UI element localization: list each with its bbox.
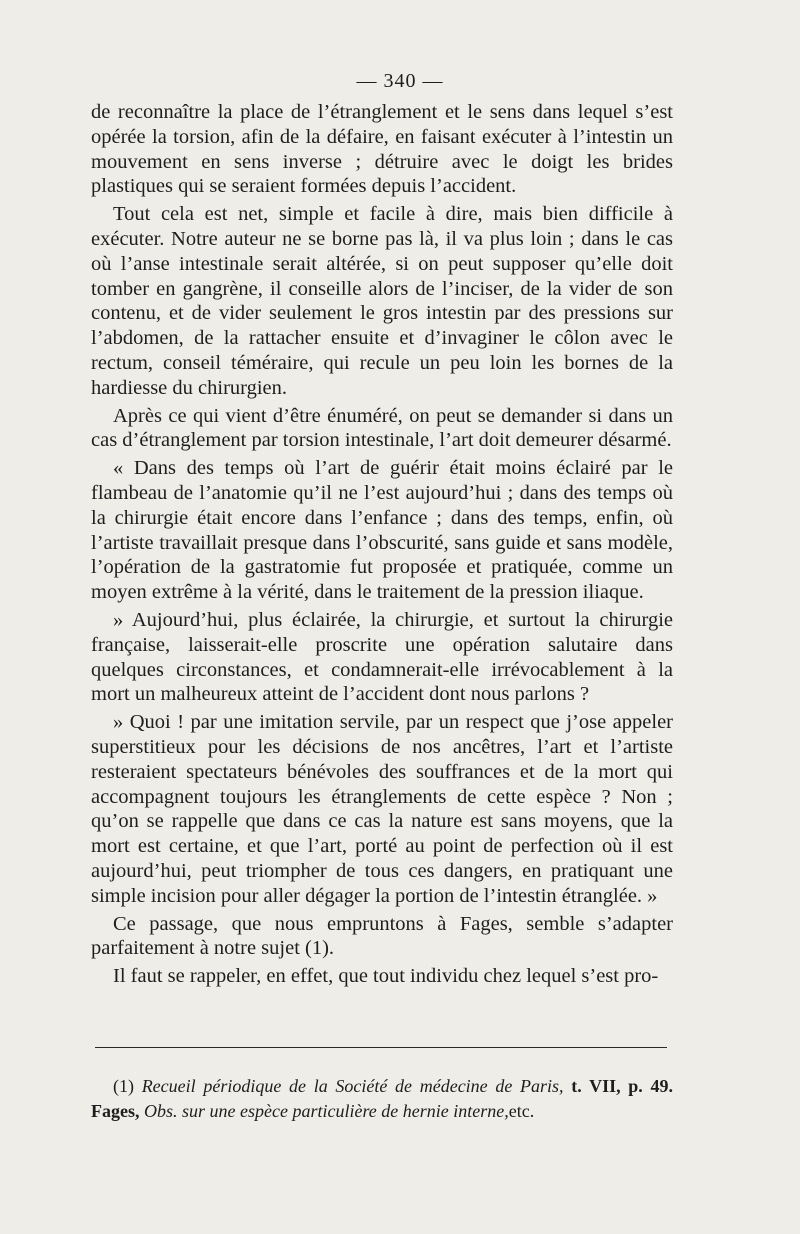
footnote-page-ref: p. 49.	[628, 1076, 673, 1096]
footnote-etc: etc.	[508, 1101, 535, 1121]
paragraph: Ce passage, que nous empruntons à Fages, semble s’adapter parfaitement à notre sujet (1).	[91, 912, 673, 960]
footnote-source-title: Recueil périodique de la Société de médecine de Paris,	[141, 1076, 564, 1096]
footnote-divider	[95, 1047, 667, 1048]
footnote-author: Fages,	[91, 1101, 140, 1121]
body-text	[91, 100, 673, 989]
quote-paragraph: » Aujourd’hui, plus éclairée, la chirurgie, et surtout la chirurgie française, laisserait-elle proscrite une opération salutaire dans quelques circonstances, et condamnerait-elle irrévocablement à la mort un malheureux atteint de l’accident dont nous parlons ?	[91, 608, 673, 706]
footnote	[91, 1074, 673, 1124]
quote-paragraph: « Dans des temps où l’art de guérir était moins éclairé par le flambeau de l’anatomie qu’il ne l’est aujourd’hui ; dans des temps où la chirurgie était encore dans l’enfance ; dans des temps, enfin, où l’artiste travaillait presque dans l’obscurité, sans guide et sans modèle, l’opération de la gastratomie fut proposée et pratiquée, comme un moyen extrême à la vérité, dans le traitement de la pression iliaque.	[91, 457, 673, 604]
quote-paragraph: » Quoi ! par une imitation servile, par un respect que j’ose appeler superstitieux pour les décisions de nos ancêtres, l’art et l’artiste resteraient spectateurs bénévoles des souffrances et de la mort qui accompagnent toujours les étranglements de cette espèce ? Non ; qu’on se rappelle que dans ce cas la nature est sans moyens, que la mort est certaine, et que l’art, porté au point de perfection où il est aujourd’hui, peut triompher de tous ces dangers, en pratiquant une simple incision pour aller dégager la portion de l’intestin étranglée. »	[91, 711, 673, 907]
footnote-volume: t. VII,	[571, 1076, 621, 1096]
paragraph: Tout cela est net, simple et facile à dire, mais bien difficile à exécuter. Notre auteur ne se borne pas là, il va plus loin ; dans le cas où l’anse intestinale serait altérée, si on peut supposer qu’elle doit tomber en gangrène, il conseille alors de l’inciser, de la vider de son contenu, et de vider seulement le gros intestin par des pressions sur l’abdomen, de la rattacher ensuite et d’invaginer le côlon avec le rectum, conseil téméraire, qui recule un peu loin les bornes de la hardiesse du chirurgien.	[91, 203, 673, 399]
paragraph: Il faut se rappeler, en effet, que tout individu chez lequel s’est pro-	[113, 965, 659, 988]
footnote-marker: (1)	[113, 1076, 134, 1096]
paragraph: Après ce qui vient d’être énuméré, on peut se demander si dans un cas d’étranglement par torsion intestinale, l’art doit demeurer désarmé.	[91, 404, 673, 452]
footnote-work-title: Obs. sur une espèce particulière de hernie interne,	[144, 1101, 509, 1121]
paragraph: de reconnaître la place de l’étranglement et le sens dans lequel s’est opérée la torsion, afin de la défaire, en faisant exécuter à l’intestin un mouvement en sens inverse ; détruire avec le doigt les brides plastiques qui se seraient formées depuis l’accident.	[91, 101, 673, 198]
page-number: — 340 —	[356, 70, 444, 92]
